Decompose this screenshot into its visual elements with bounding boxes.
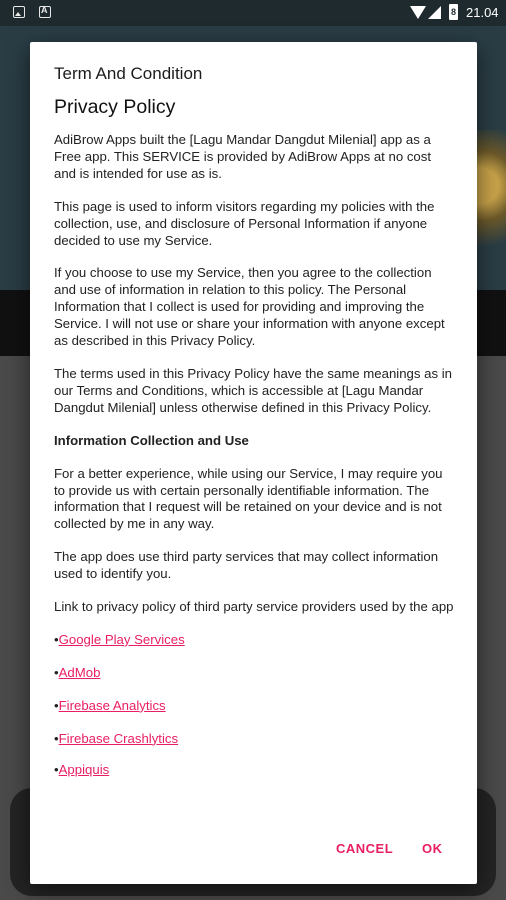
battery-icon: 8 [449, 4, 458, 20]
status-time: 21.04 [466, 5, 499, 20]
bullet: • [54, 730, 59, 746]
signal-icon [428, 6, 441, 19]
list-item [54, 632, 454, 649]
admob-link[interactable]: AdMob [58, 664, 101, 680]
ok-button[interactable]: OK [422, 841, 443, 856]
list-item [54, 731, 454, 748]
bullet: • [54, 697, 59, 713]
section-heading: Information Collection and Use [54, 432, 249, 448]
status-bar [0, 0, 506, 26]
image-icon [13, 6, 25, 18]
wifi-icon [410, 6, 426, 19]
dialog-actions [30, 826, 477, 884]
google-play-services-link[interactable]: Google Play Services [58, 631, 185, 647]
dialog-title: Term And Condition [54, 64, 203, 83]
partial-link[interactable]: Appiquis [58, 761, 110, 777]
list-item [54, 762, 454, 779]
list-item [54, 665, 454, 682]
dialog-scroll-content[interactable] [54, 92, 454, 820]
policy-paragraph: Link to privacy policy of third party service providers used by the app [54, 599, 454, 615]
cancel-button[interactable]: CANCEL [336, 841, 394, 856]
bullet: • [54, 664, 59, 680]
list-item [54, 698, 454, 715]
policy-paragraph: This page is used to inform visitors regarding my policies with the collection, use, and disclosure of Personal Information if anyone decided to use my Service. [54, 198, 435, 248]
policy-paragraph: For a better experience, while using our Service, I may require you to provide us with certain personally identifiable information. The information that I request will be retained on your device and is not collected by me in any way. [54, 465, 443, 532]
text-app-icon [39, 6, 51, 18]
bullet: • [54, 761, 59, 777]
policy-paragraph: AdiBrow Apps built the [Lagu Mandar Dangdut Milenial] app as a Free app. This SERVICE is provided by AdiBrow Apps at no cost and is intended for use as is. [54, 132, 432, 181]
privacy-policy-heading: Privacy Policy [54, 96, 176, 118]
firebase-crashlytics-link[interactable]: Firebase Crashlytics [58, 730, 179, 746]
policy-paragraph: The terms used in this Privacy Policy have the same meanings as in our Terms and Conditions, which is accessible at [Lagu Mandar Dangdut Milenial] unless otherwise defined in this Privacy Policy. [54, 365, 453, 415]
firebase-analytics-link[interactable]: Firebase Analytics [58, 697, 166, 713]
bullet: • [54, 631, 59, 647]
policy-paragraph: If you choose to use my Service, then you agree to the collection and use of information in relation to this policy. The Personal Information that I collect is used for providing and improving the Service. I will not use or share your information with anyone except as described in this Privacy Policy. [54, 265, 445, 349]
policy-paragraph: The app does use third party services that may collect information used to identify you. [54, 549, 439, 582]
terms-dialog [30, 42, 477, 884]
